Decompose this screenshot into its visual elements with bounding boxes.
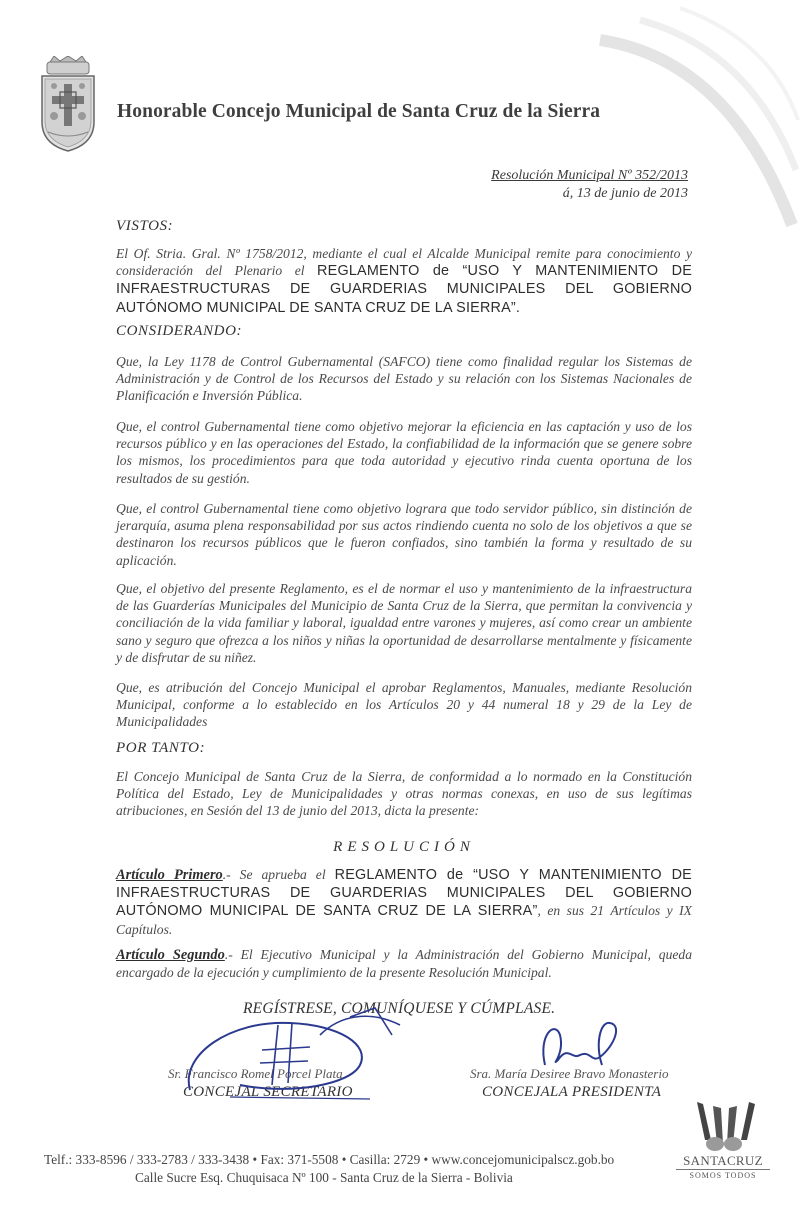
vistos-text: El Of. Stria. Gral. Nº 1758/2012, mediante el cual el Alcalde Municipal remite para conocimiento y consideración del Plenario el [116, 246, 692, 279]
article-first-sep: .- [222, 867, 240, 882]
article-first-label: Artículo Primero [116, 867, 223, 883]
article-first-text-a: Se aprueba el [239, 867, 335, 882]
left-signatory-role: CONCEJAL SECRETARIO [183, 1084, 353, 1100]
resolution-number: Resolución Municipal Nº 352/2013 [491, 168, 688, 183]
vistos-paragraph [116, 245, 692, 317]
considerando-paragraph-5: Que, es atribución del Concejo Municipal el aprobar Reglamentos, Manuales, mediante Resolución Municipal, conforme a lo establecido en los Artículos 20 y 44 numeral 18 y 29 de la Ley de Municipalidades [116, 680, 692, 730]
article-first-caps: REGLAMENTO de “USO Y MANTENIMIENTO DE INFRAESTRUCTURAS DE GUARDERIAS MUNICIPALES DEL GOBIERNO AUTÓNOMO MUNICIPAL DE SANTA CRUZ DE LA SIERRA” [116, 867, 692, 920]
swoosh-decoration-icon [580, 0, 800, 240]
right-signatory-role: CONCEJALA PRESIDENTA [482, 1084, 662, 1100]
considerando-paragraph-1: Que, la Ley 1178 de Control Gubernamental (SAFCO) tiene como finalidad regular los Sistemas de Administración y de Control de los Recursos del Estado y su relación con los Sistemas Nacionales de Planificación e Inversión Pública. [116, 354, 692, 404]
right-signatory-name: Sra. María Desiree Bravo Monasterio [470, 1066, 669, 1081]
considerando-paragraph-2: Que, el control Gubernamental tiene como objetivo mejorar la eficiencia en las captación y uso de los recursos público y en las operaciones del Estado, la confiabilidad de la información que se genere sobre los mismos, los procedimientos para que toda autoridad y ejecutivo rinda cuenta oportuna de los resultados de su gestión. [116, 419, 692, 486]
article-second-text: El Ejecutivo Municipal y la Administración del Gobierno Municipal, queda encargado de la ejecución y cumplimiento de la presente Resolución Municipal. [116, 947, 692, 981]
article-first-text-b: , en sus 21 Artículos y IX Capítulos. [116, 903, 692, 937]
resolution-date: á, 13 de junio de 2013 [562, 186, 688, 201]
article-second [116, 946, 692, 981]
left-signatory-name: Sr. Francisco Romel Porcel Plata [168, 1066, 343, 1081]
footer-address-line: Calle Sucre Esq. Chuquisaca Nº 100 - Santa Cruz de la Sierra - Bolivia [135, 1170, 513, 1185]
council-name: Honorable Concejo Municipal de Santa Cruz de la Sierra [117, 101, 601, 122]
santa-cruz-logo-text: SANTACRUZ [683, 1153, 763, 1168]
resolucion-title: RESOLUCIÓN [333, 839, 475, 855]
considerando-heading: CONSIDERANDO: [116, 323, 243, 339]
por-tanto-paragraph: El Concejo Municipal de Santa Cruz de la Sierra, de conformidad a lo normado en la Constitución Política del Estado, Ley de Municipalidades y otras normas conexas, en uso de sus legítimas atribuciones, en Sesión del 13 de junio del 2013, dicta la presente: [116, 769, 692, 819]
vistos-caps: REGLAMENTO de “USO Y MANTENIMIENTO DE INFRAESTRUCTURAS DE GUARDERIAS MUNICIPALES DEL GOBIERNO AUTÓNOMO MUNICIPAL DE SANTA CRUZ DE LA SIERRA”. [116, 263, 692, 316]
coat-of-arms-icon [38, 56, 98, 152]
santa-cruz-logo-subtext: SOMOS TODOS [676, 1169, 770, 1180]
footer-contact-line: Telf.: 333-8596 / 333-2783 / 333-3438 • Fax: 371-5508 • Casilla: 2729 • www.concejomunicipalscz.gob.bo [44, 1152, 615, 1167]
considerando-paragraph-3: Que, el control Gubernamental tiene como objetivo lograra que todo servidor público, sin distinción de jerarquía, asuma plena responsabilidad por sus actos rindiendo cuenta no solo de los objetivos a que se destinaron los recursos públicos que le fueron confiados, sino también la forma y resultado de su aplicación. [116, 501, 692, 568]
handwritten-signatures-icon [170, 1005, 630, 1105]
article-first [116, 866, 692, 938]
closing-phrase: REGÍSTRESE, COMUNÍQUESE Y CÚMPLASE. [243, 1000, 556, 1017]
considerando-paragraph-4: Que, el objetivo del presente Reglamento, es el de normar el uso y mantenimiento de la infraestructura de las Guarderías Municipales del Municipio de Santa Cruz de la Sierra, que permitan la convivencia y conciliación de la vida familiar y laboral, igualdad entre varones y mujeres, así como crear un ambiente sano y seguro que ofrezca a los niños y niñas la oportunidad de desarrollarse mentalmente y físicamente y de disfrutar de su niñez. [116, 581, 692, 665]
article-second-sep: .- [224, 947, 241, 962]
article-second-label: Artículo Segundo [116, 947, 225, 963]
vistos-heading: VISTOS: [116, 218, 174, 234]
por-tanto-heading: POR TANTO: [116, 740, 206, 756]
